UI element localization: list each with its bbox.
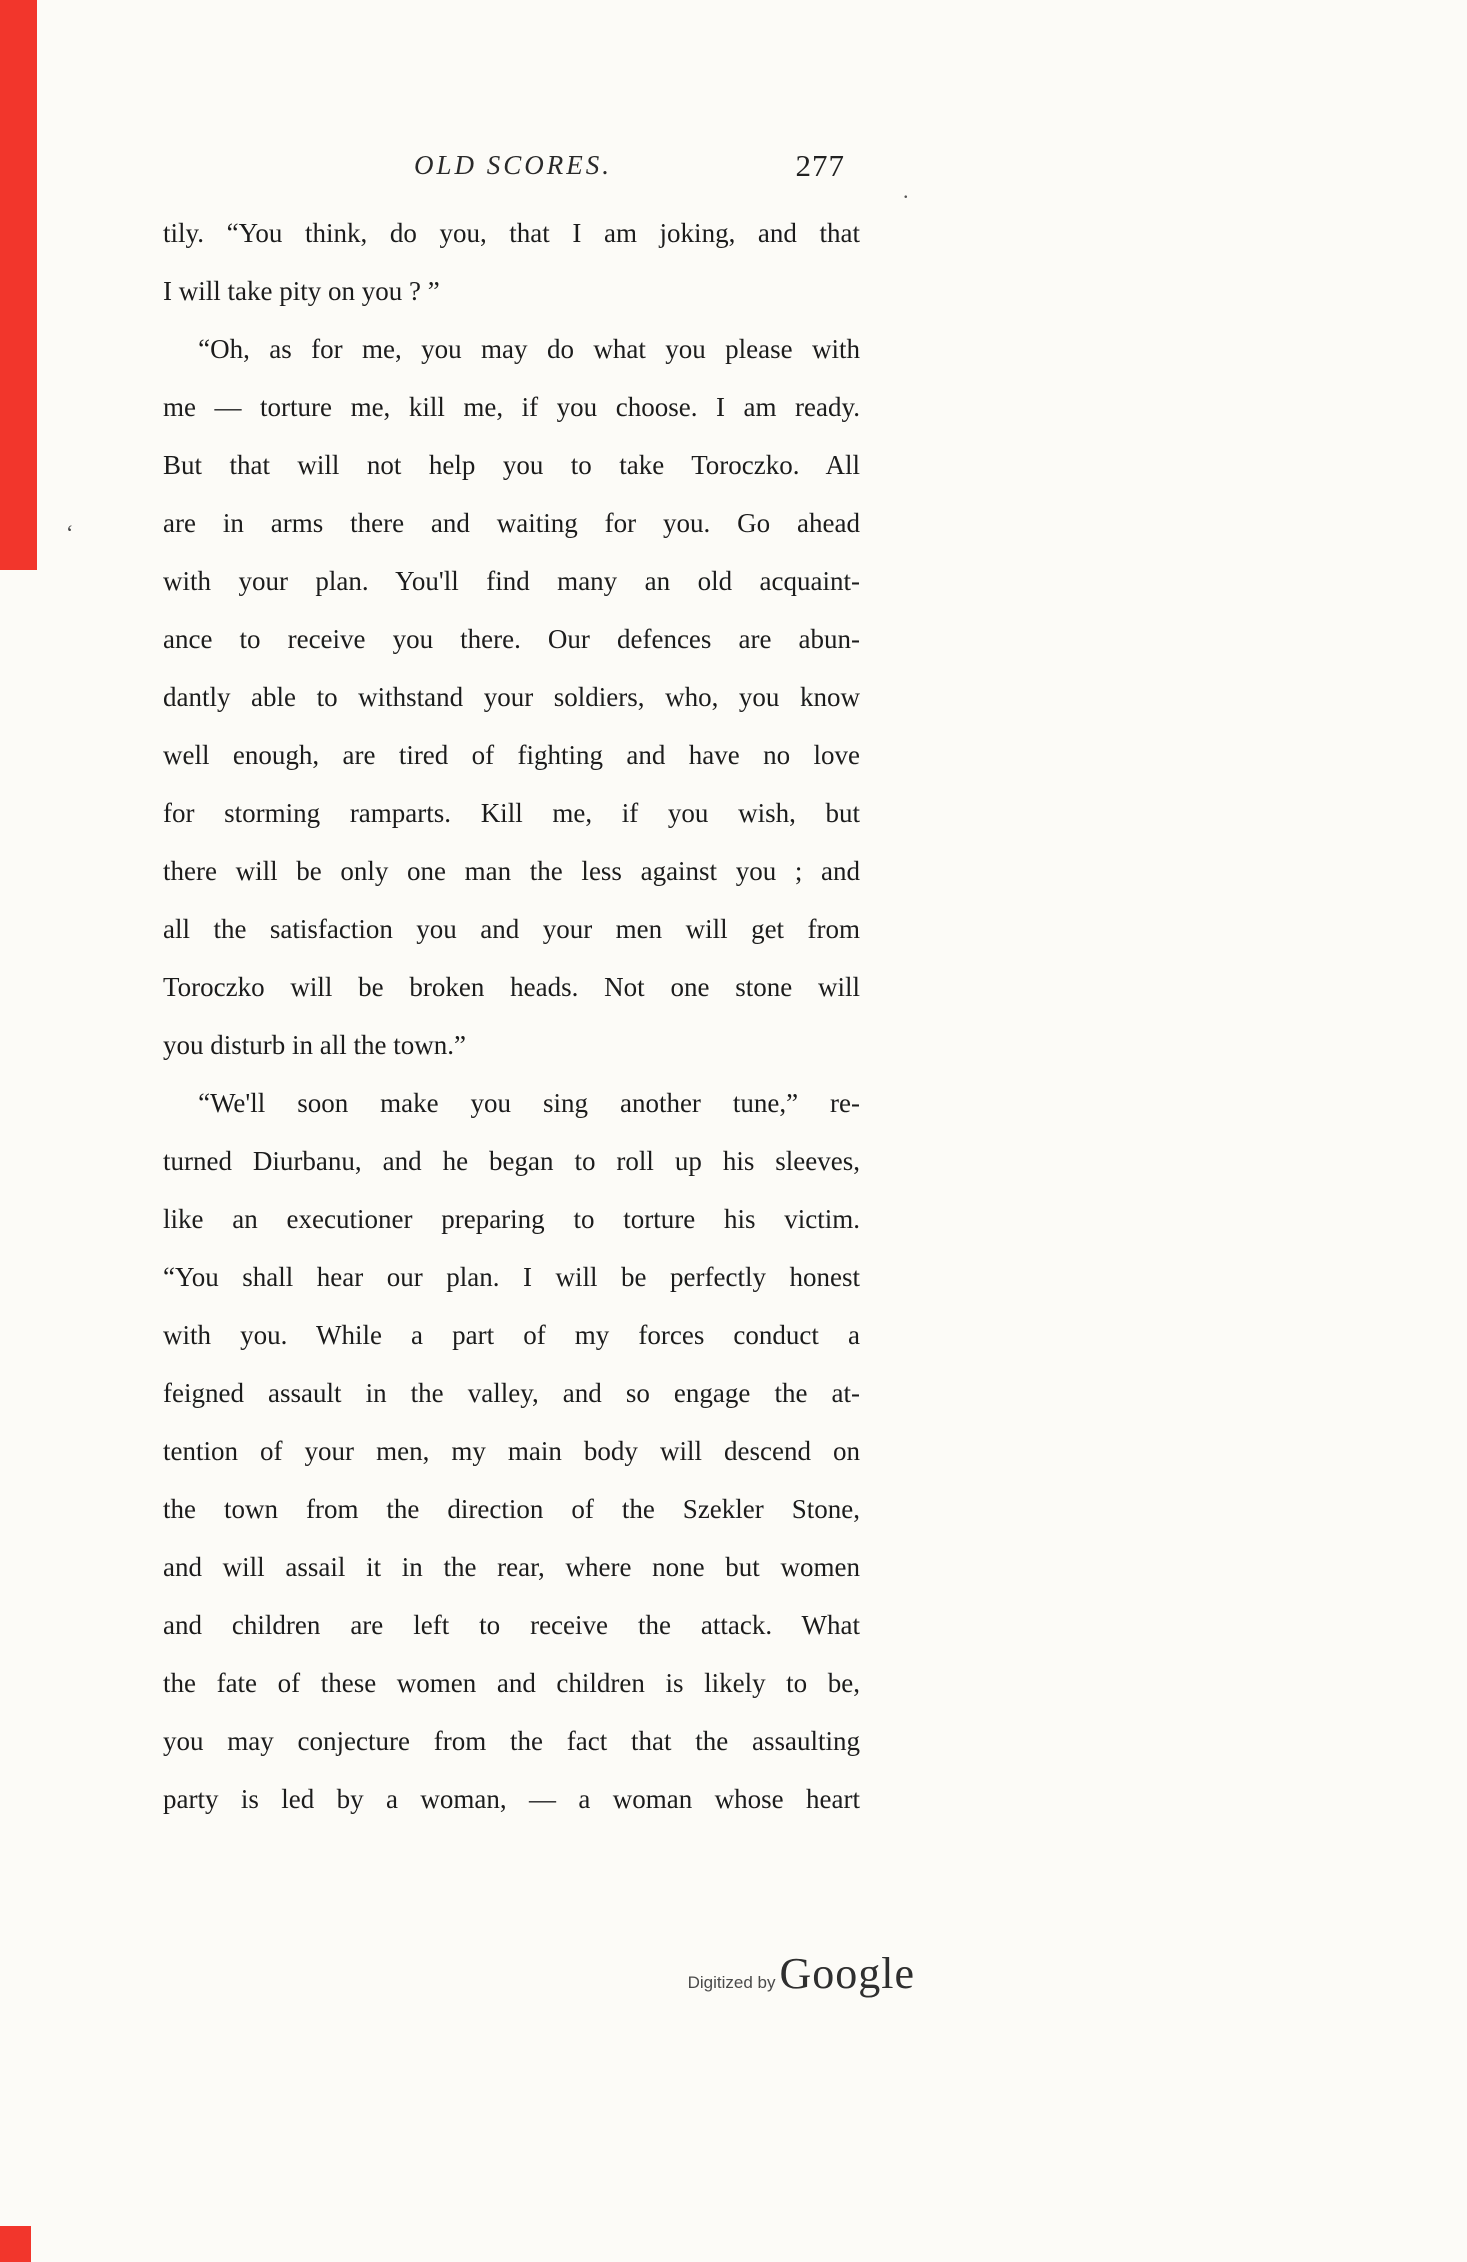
page-header (163, 150, 863, 194)
text-line: turned Diurbanu, and he began to roll up his sleeves, (163, 1146, 860, 1176)
google-logo: Google (779, 1949, 915, 1998)
digitized-stamp (655, 1948, 915, 1999)
text-line: feigned assault in the valley, and so engage the at- (163, 1378, 860, 1408)
text-line: you disturb in all the town.” (163, 1030, 466, 1060)
text-line: for storming ramparts. Kill me, if you wish, but (163, 798, 860, 828)
text-line: the town from the direction of the Szekler Stone, (163, 1494, 860, 1524)
text-line: me — torture me, kill me, if you choose. I am ready. (163, 392, 860, 422)
margin-mark: ‘ (66, 520, 74, 545)
text-line: dantly able to withstand your soldiers, who, you know (163, 682, 860, 712)
text-line: with you. While a part of my forces conduct a (163, 1320, 860, 1350)
text-line: “Oh, as for me, you may do what you please with (198, 334, 860, 364)
text-line: Toroczko will be broken heads. Not one stone will (163, 972, 860, 1002)
scan-edge-red-bottom-left (0, 2226, 31, 2262)
text-line: with your plan. You'll find many an old acquaint- (163, 566, 860, 596)
page-number: 277 (795, 148, 845, 183)
digitized-by-label: Digitized by (687, 1973, 776, 1992)
body-text (163, 204, 860, 1828)
text-line: and children are left to receive the attack. What (163, 1610, 860, 1640)
text-line: But that will not help you to take Toroczko. All (163, 450, 860, 480)
text-line: I will take pity on you ? ” (163, 276, 440, 306)
text-line: “We'll soon make you sing another tune,” re- (198, 1088, 860, 1118)
scan-speck: . (903, 178, 909, 203)
text-line: like an executioner preparing to torture his victim. (163, 1204, 860, 1234)
text-line: you may conjecture from the fact that the assaulting (163, 1726, 860, 1756)
running-title: OLD SCORES. (413, 150, 612, 180)
text-line: ance to receive you there. Our defences are abun- (163, 624, 860, 654)
text-line: are in arms there and waiting for you. Go ahead (163, 508, 860, 538)
text-line: all the satisfaction you and your men will get from (163, 914, 860, 944)
text-line: tention of your men, my main body will descend on (163, 1436, 860, 1466)
text-line: tily. “You think, do you, that I am joking, and that (163, 218, 860, 248)
text-line: “You shall hear our plan. I will be perfectly honest (163, 1262, 860, 1292)
text-line: well enough, are tired of fighting and have no love (163, 740, 860, 770)
text-line: and will assail it in the rear, where none but women (163, 1552, 860, 1582)
text-line: there will be only one man the less against you ; and (163, 856, 860, 886)
text-line: party is led by a woman, — a woman whose heart (163, 1784, 860, 1814)
text-line: the fate of these women and children is likely to be, (163, 1668, 860, 1698)
scan-edge-red-top-left (0, 0, 37, 570)
